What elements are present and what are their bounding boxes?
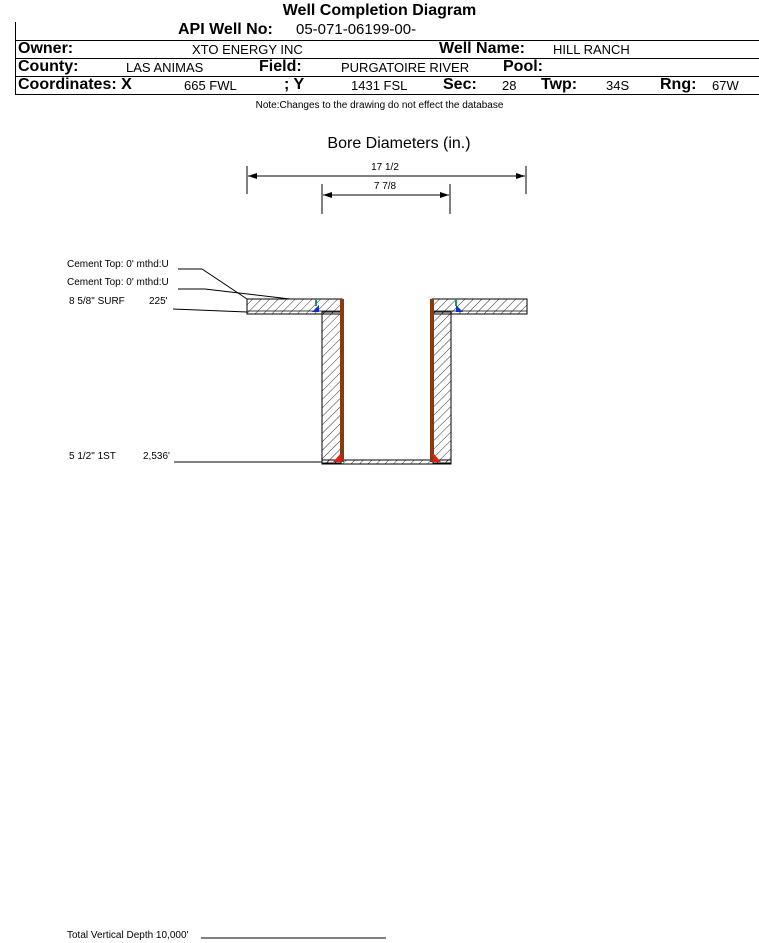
field-value: PURGATOIRE RIVER (341, 60, 470, 75)
rng-value: 67W (712, 78, 739, 93)
outer-diameter-label: 17 1/2 (371, 162, 399, 173)
surface-cement (247, 299, 527, 314)
production-casing-label: 5 1/2" 1ST (69, 451, 116, 462)
rng-label: Rng: (660, 76, 697, 93)
bore-diameters-title: Bore Diameters (in.) (327, 135, 471, 152)
api-label: API Well No: (178, 21, 273, 38)
twp-value: 34S (606, 78, 630, 93)
well-name-label: Well Name: (439, 40, 525, 57)
well-name-value: HILL RANCH (553, 42, 630, 57)
inner-diameter-dimension (322, 181, 450, 214)
production-casing-depth: 2,536' (143, 451, 170, 462)
cement-top-label-1: Cement Top: 0' mthd:U (67, 259, 169, 270)
production-casing-left (340, 299, 344, 462)
api-value: 05-071-06199-00- (296, 21, 417, 38)
sec-value: 28 (502, 78, 517, 93)
inner-diameter-label: 7 7/8 (373, 181, 397, 192)
leader-lines (173, 269, 386, 938)
coord-y-label: ; Y (284, 76, 305, 93)
production-casing-right (430, 299, 434, 462)
surface-casing-label: 8 5/8" SURF (69, 296, 125, 307)
total-vertical-depth-label: Total Vertical Depth 10,000' (67, 930, 189, 941)
county-label: County: (18, 58, 79, 75)
coord-y-value: 1431 FSL (351, 78, 408, 93)
sec-label: Sec: (443, 76, 477, 93)
owner-value: XTO ENERGY INC (192, 42, 303, 57)
database-note: Note:Changes to the drawing do not effect the database (255, 100, 504, 111)
field-label: Field: (259, 58, 302, 75)
diagram-title: Well Completion Diagram (282, 2, 477, 19)
surface-casing-depth: 225' (149, 296, 168, 307)
coord-x-label: Coordinates: X (18, 76, 132, 93)
owner-label: Owner: (18, 40, 74, 57)
pool-label: Pool: (503, 58, 543, 75)
county-value: LAS ANIMAS (126, 60, 204, 75)
twp-label: Twp: (541, 76, 578, 93)
coord-x-value: 665 FWL (184, 78, 237, 93)
cement-top-label-2: Cement Top: 0' mthd:U (67, 277, 169, 288)
